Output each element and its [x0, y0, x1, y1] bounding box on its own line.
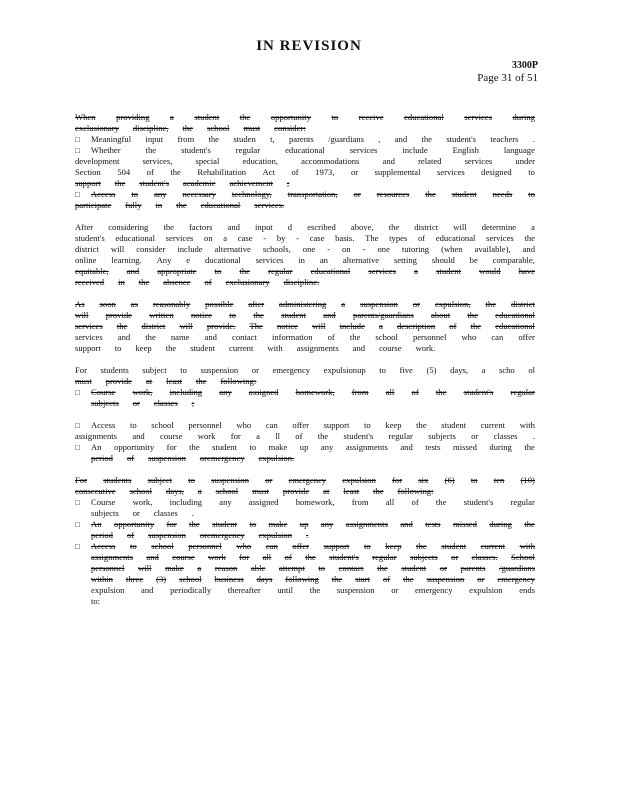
- list-item: [75, 145, 535, 189]
- text-line: assignments and course work for all of the student's regular subjects or classes. School: [91, 552, 535, 562]
- text-line: After considering the factors and input d escribed above, the district will determine a: [75, 222, 535, 232]
- list-item: [75, 519, 535, 541]
- text-line: district will consider include alternative schools, one - on - one tutoring (when available), and: [75, 244, 535, 254]
- checkbox-bullet-icon: □: [75, 443, 80, 452]
- checkbox-bullet-icon: □: [75, 498, 80, 507]
- text-line: support the student's academic achievement ;: [75, 178, 290, 188]
- checkbox-bullet-icon: □: [75, 388, 80, 397]
- paragraph-up-to-five: [75, 365, 535, 464]
- text-line: student's educational services on a case - by - case basis. The types of educational services the: [75, 233, 535, 243]
- text-line: Access to school personnel who can offer support to keep the student current with: [91, 541, 535, 551]
- text-line: Access to school personnel who can offer support to keep the student current with: [91, 420, 535, 430]
- list-item: [75, 420, 535, 442]
- text-line: Access to any necessary technology, transportation, or resources the student needs to: [91, 189, 535, 199]
- paragraph-six-to-ten: [75, 475, 535, 607]
- paragraph-after-considering: [75, 222, 535, 288]
- text-line: within three (3) school business days following the start of the suspension or emergency: [91, 574, 535, 584]
- text-line: subjects or classes .: [91, 508, 194, 518]
- text-line: to:: [91, 596, 101, 606]
- policy-code: 3300P: [511, 60, 538, 71]
- text-line: services the district will provide. The notice will include a description of the educational: [75, 321, 535, 331]
- text-line: support to keep the student current with assignments and course work.: [75, 343, 436, 353]
- text-line: personnel will make a reason able attempt to contact the student or parents /guardians: [91, 563, 535, 573]
- text-line: For students subject to suspension or emergency expulsion for six (6) to ten (10): [75, 475, 535, 485]
- text-line: equitable, and appropriate to the regular educational services a student would have: [75, 266, 535, 276]
- document-body: [75, 112, 535, 618]
- text-line: Course work, including any assigned homework, from all of the student's regular: [91, 387, 535, 397]
- text-line: Course work, including any assigned homework, from all of the student's regular: [91, 497, 535, 507]
- text-line: subjects or classes ;: [91, 398, 195, 408]
- page-number: Page 31 of 51: [477, 72, 538, 84]
- text-line: participate fully in the educational services.: [75, 200, 285, 210]
- document-title: IN REVISION: [256, 38, 362, 54]
- text-line: period of suspension oremergency expulsion.: [91, 453, 295, 463]
- list-item: [75, 189, 535, 211]
- list-item: [75, 134, 535, 145]
- text-line: development services, special education, accommodations and related services under: [75, 156, 535, 166]
- list-item: [75, 497, 535, 519]
- text-line: When providing a student the opportunity to receive educational services during: [75, 112, 535, 122]
- checkbox-bullet-icon: □: [75, 146, 80, 155]
- text-line: An opportunity for the student to make up any assignments and tests missed during the: [91, 442, 535, 452]
- text-line: For students subject to suspension or emergency expulsionup to five (5) days, a scho ol: [75, 365, 535, 375]
- text-line: will provide written notice to the student and parents/guardians about the educational: [75, 310, 535, 320]
- checkbox-bullet-icon: □: [75, 135, 80, 144]
- checkbox-bullet-icon: □: [75, 520, 80, 529]
- text-line: An opportunity for the student to make up any assignments and tests missed during the: [91, 519, 535, 529]
- text-line: consecutive school days, a school must provide at least the following:: [75, 486, 434, 496]
- text-line: As soon as reasonably possible after administering a suspension or expulsion, the district: [75, 299, 535, 309]
- paragraph-as-soon: [75, 299, 535, 354]
- text-line: services and the name and contact information of the school personnel who can offer: [75, 332, 535, 342]
- text-line: must provide at least the following:: [75, 376, 257, 386]
- paragraph-consider: [75, 112, 535, 134]
- list-item: [75, 541, 535, 607]
- text-line: online learning. Any e ducational services in an alternative setting should be comparable,: [75, 255, 535, 265]
- text-line: expulsion and periodically thereafter until the suspension or emergency expulsion ends: [91, 585, 535, 595]
- text-line: Meaningful input from the studen t, parents /guardians , and the student's teachers .: [91, 134, 535, 144]
- text-line: Whether the student's regular educational services include English language: [91, 145, 535, 155]
- checkbox-bullet-icon: □: [75, 542, 80, 551]
- checkbox-bullet-icon: □: [75, 421, 80, 430]
- text-line: received in the absence of exclusionary discipline.: [75, 277, 320, 287]
- text-line: assignments and course work for a ll of the student's regular subjects or classes .: [75, 431, 535, 441]
- list-item: [75, 442, 535, 464]
- text-line: exclusionary discipline, the school must consider:: [75, 123, 306, 133]
- checkbox-bullet-icon: □: [75, 190, 80, 199]
- bullet-list-consider: [75, 134, 535, 211]
- text-line: period of suspension oremergency expulsion .: [91, 530, 309, 540]
- list-item: [75, 387, 535, 409]
- text-line: Section 504 of the Rehabilitation Act of 1973, or supplemental services designed to: [75, 167, 535, 177]
